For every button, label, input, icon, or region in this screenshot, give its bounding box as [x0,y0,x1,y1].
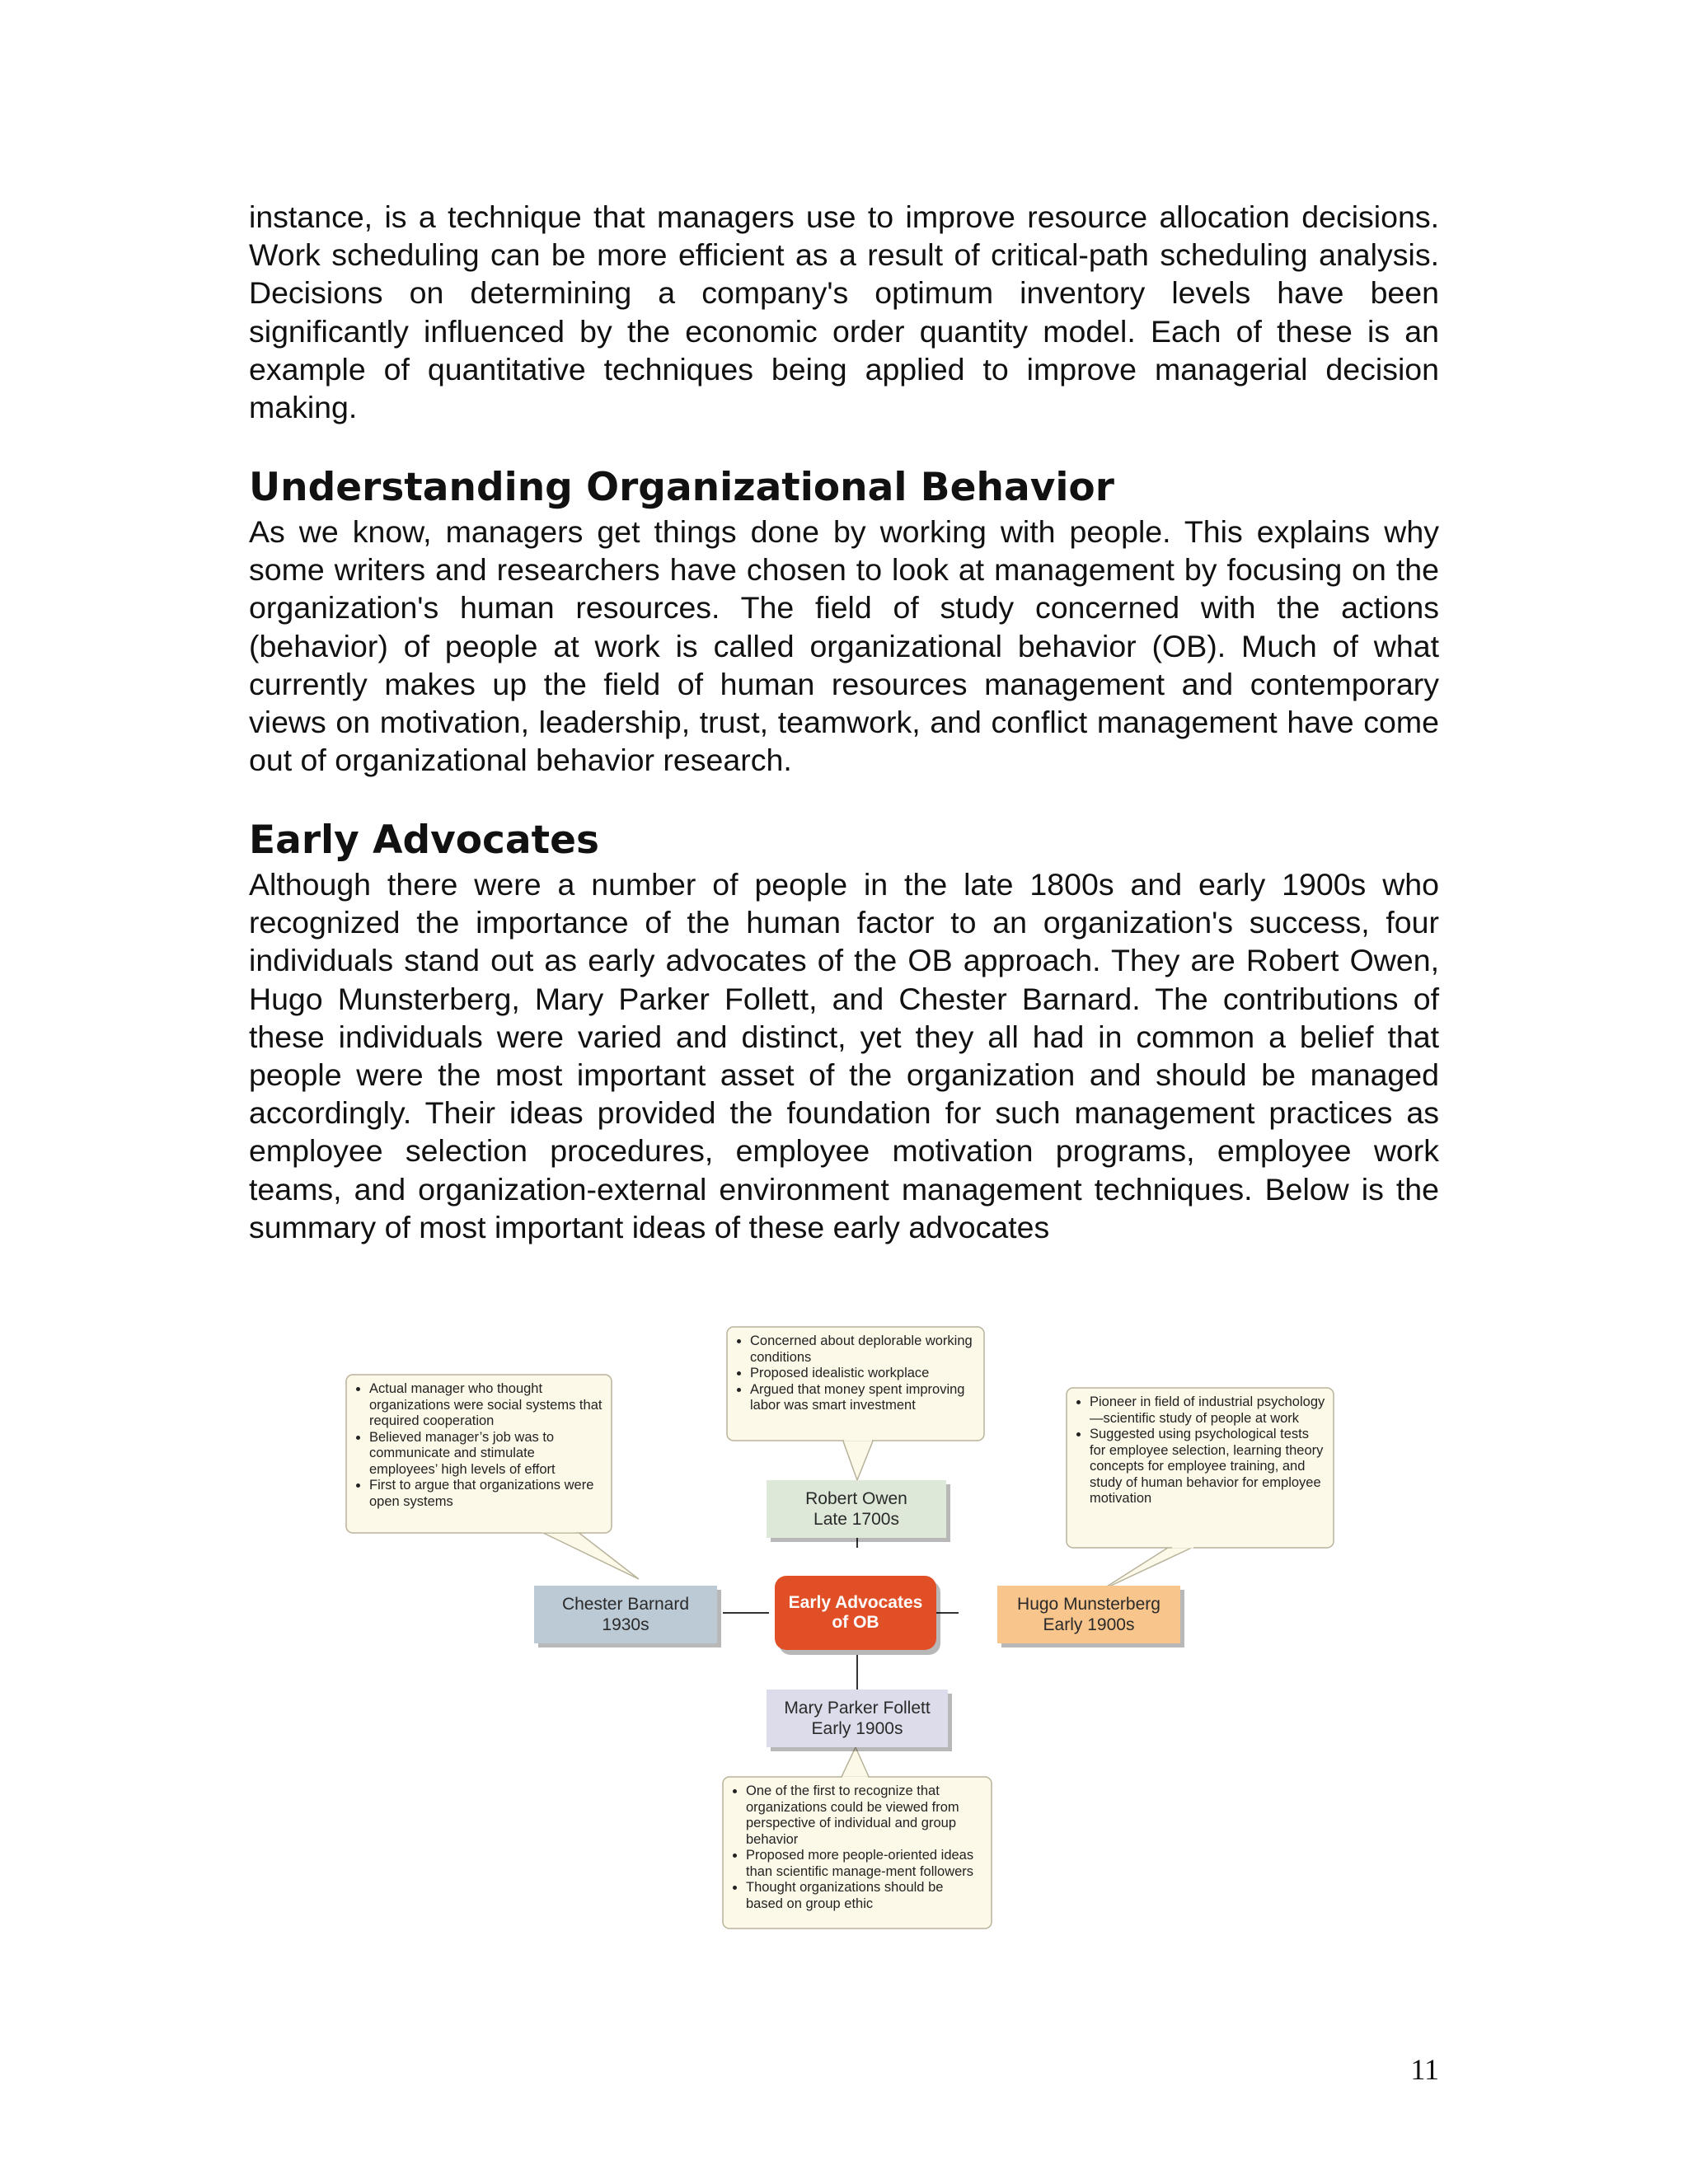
follett-point: • Proposed more people-oriented ideas than scientific manage-ment followers [746,1848,983,1880]
barnard-point: • First to argue that organizations were open systems [369,1478,603,1510]
follett-point: • Thought organizations should be based on group ethic [746,1880,983,1912]
callout-munsterberg [1067,1388,1334,1548]
center-node-early-advocates [775,1576,936,1650]
owen-point: • Argued that money spent improving labor was smart investment [750,1382,976,1414]
ob-paragraph: As we know, managers get things done by working with people. This explains why some writers and researchers have chosen to look at management by focusing on the organization's human resources. The field of study concerned with the actions (behavior) of people at work is called organizational behavior (OB). Much of what currently makes up the field of human resources management and contemporary views on motivation, leadership, trust, teamwork, and conflict management have come out of organizational behavior research. [249,514,1439,778]
barnard-point: • Believed manager’s job was to communicate and stimulate employees’ high levels of effort [369,1430,603,1479]
node-period: Early 1900s [811,1719,903,1738]
heading-understanding-ob: Understanding Organizational Behavior [249,465,1114,510]
page-number: 11 [1410,2053,1439,2086]
center-line-1: Early Advocates [788,1593,923,1612]
node-name: Hugo Munsterberg [1017,1595,1160,1614]
callout-follett [723,1777,992,1929]
node-name: Mary Parker Follett [784,1699,931,1718]
owen-point: • Concerned about deplorable working conditions [750,1333,976,1366]
advocates-paragraph: Although there were a number of people in the late 1800s and early 1900s who recognized the importance of the human factor to an organization's success, four individuals stand out as early advocates of the OB approach. They are Robert Owen, Hugo Munsterberg, Mary Parker Follett, and Chester Barnard. The contributions of these individuals were varied and distinct, yet they all had in common a belief that people were the most important asset of the organization and should be managed accordingly. Their ideas provided the foundation for such management practices as employee selection procedures, employee motivation programs, employee work teams, and organization-external environment management techniques. Below is the summary of most important ideas of these early advocates [249,867,1439,1244]
callout-tail-owen [842,1439,874,1480]
node-chester-barnard [534,1586,717,1643]
barnard-point: • Actual manager who thought organizations were social systems that required cooperation [369,1381,603,1430]
node-mary-parker-follett [767,1690,948,1747]
node-period: 1930s [602,1615,649,1634]
callout-barnard [346,1375,612,1533]
follett-point: • One of the first to recognize that organizations could be viewed from perspective of individual and group behavior [746,1783,983,1848]
early-advocates-diagram [330,1310,1360,1953]
intro-paragraph: instance, is a technique that managers use to improve resource allocation decisions. Work scheduling can be more efficient as a result of critical-path scheduling analysis. Decisions on determining a company's optimum inventory levels have been significantly influenced by the economic order quantity model. Each of these is an example of quantitative techniques being applied to improve managerial decision making. [249,199,1439,425]
callout-tail-follett [841,1747,870,1779]
munsterberg-point: • Suggested using psychological tests for employee selection, learning theory concepts for employee training, and study of human behavior for employee motivation [1090,1427,1325,1507]
node-period: Early 1900s [1043,1615,1135,1634]
node-period: Late 1700s [814,1510,899,1529]
node-name: Robert Owen [805,1489,907,1508]
center-line-2: of OB [832,1613,879,1632]
callout-tail-munsterberg [1100,1546,1195,1591]
node-robert-owen [767,1480,946,1538]
heading-early-advocates: Early Advocates [249,818,599,863]
owen-point: • Proposed idealistic workplace [750,1366,976,1382]
callout-owen [727,1327,984,1441]
node-name: Chester Barnard [561,1595,690,1614]
node-hugo-munsterberg [997,1586,1180,1643]
munsterberg-point: • Pioneer in field of industrial psychology—scientific study of people at work [1090,1394,1325,1427]
callout-tail-barnard [540,1531,639,1579]
